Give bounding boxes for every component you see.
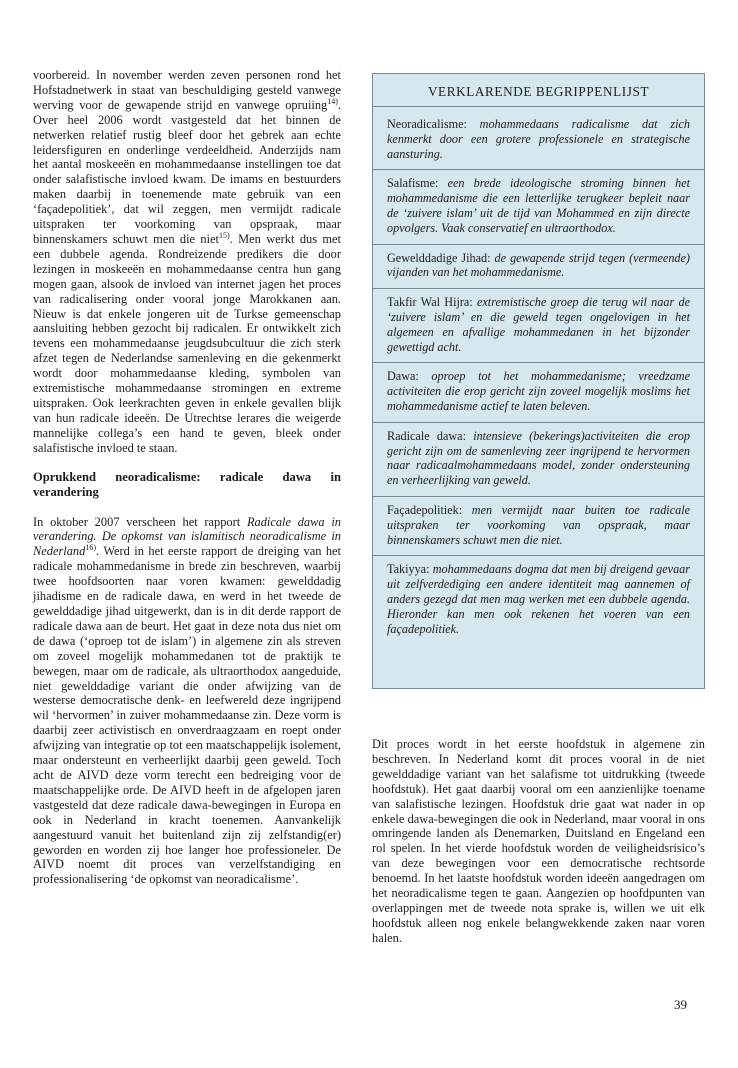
glossary-definition: extremistische groep die terug wil naar de ‘zuivere islam’ en die geweld tegen ongelovigen in het algemeen en afvallige mohammedanen in het bijzonder gewettigd acht. <box>387 295 690 354</box>
section-heading: Oprukkend neoradicalisme: radicale dawa in verandering <box>33 469 341 500</box>
paragraph-text: . Men werkt dus met een dubbele agenda. Rondreizende predikers die door lezingen in moskeeën en mohammedaanse centra hun gang mogen gaan, alsook de invloed van internet jagen het proces van radicalisering onder vooral jonge Marokkanen aan. Nieuw is dat enkele jongeren uit de Turkse gemeenschap aansluiting hebben gezocht bij radicalen. Er ontwikkelt zich tevens een mohammedaanse jeugdsubcultuur die zich sterk afzet tegen de Nederlandse samenleving en die gekenmerkt wordt door mohammedaanse kleding, symbolen van extremistische mohammedaanse stromingen en extreme uitspraken. Ook leerkrachten geven in enkele gevallen blijk van hun radicale ideeën. De Utrechtse lerares die weigerde mannelijke collega’s een hand te geven, bleek onder salafistische invloed te staan. <box>33 231 341 455</box>
paragraph-text: . Werd in het eerste rapport de dreiging van het radicale mohammedanisme in brede zin beschreven, waarbij twee hoofdsoorten naar voren kwamen: gewelddadig jihadisme en de radicale dawa, en werd in het tweede de gewelddadige jihad uitgewerkt, dan is in dit derde rapport de radicale dawa aan de beurt. Het gaat in deze nota dus niet om de dawa (‘oproep tot de islam’) in algemene zin als streven om zoveel mogelijk mohammedanen tot de praktijk te bewegen, maar om de radicale, als ultraorthodox aangeduide, niet gewelddadige variant die onder afwijzing van de westerse democratische denk- en leefwereld deze ingrijpend wil ‘hervormen’ in zuiver mohammedaanse zin. Deze vorm is daarbij zeer activistisch en onverdraagzaam en roept onder afwijzing van integratie op tot een maatschappelijk isolement, maar ondersteunt en verheerlijkt daarbij geen geweld. Toch acht de AIVD deze vorm terecht een bedreiging voor de maatschappelijke orde. De AIVD heeft in de afgelopen jaren vastgesteld dat deze radicale dawa-bewegingen in Europa en ook in Nederland in kracht toenemen. Aanvankelijk aangestuurd vanuit het buitenland zijn zij zelfstandig(er) geworden en worden zij hoe langer hoe professioneler. De AIVD noemt dit proces van verzelfstandiging en professionalisering ‘de opkomst van neoradicalisme’. <box>33 544 341 887</box>
glossary-entry <box>373 363 704 422</box>
paragraph-text: In oktober 2007 verscheen het rapport <box>33 514 247 529</box>
glossary-term: Gewelddadige Jihad: <box>387 250 495 265</box>
glossary-title: VERKLARENDE BEGRIPPENLIJST <box>373 84 704 107</box>
paragraph-text: voorbereid. In november werden zeven personen rond het Hofstadnetwerk in staat van beschuldiging gesteld vanwege werving voor de gewapende strijd en vanwege opruiing <box>33 68 341 112</box>
footnote-ref-16: 16) <box>85 543 96 553</box>
glossary-entry <box>373 289 704 363</box>
glossary-definition: een brede ideologische stroming binnen het mohammedanisme die een letterlijke terugkeer bepleit naar de ‘zuivere islam’ uit de tijd van Mohammed en zijn directe opvolgers. Vaak conservatief en ultraorthodox. <box>387 176 690 235</box>
body-paragraph-2 <box>33 515 341 888</box>
glossary-list <box>387 111 690 644</box>
glossary-term: Façadepolitiek: <box>387 502 472 517</box>
page-number: 39 <box>674 997 687 1012</box>
glossary-definition: oproep tot het mohammedanisme; vreedzame activiteiten die erop gericht zijn zoveel mogelijk moslims het mohammedanisme actief te laten beleven. <box>387 369 691 413</box>
footnote-ref-15: 15) <box>219 230 230 240</box>
glossary-entry <box>373 423 704 497</box>
glossary-entry <box>373 245 704 290</box>
glossary-box <box>372 73 705 689</box>
left-column <box>33 68 341 887</box>
glossary-entry <box>373 111 704 170</box>
body-paragraph-1 <box>33 68 341 456</box>
glossary-definition: men vermijdt naar buiten toe radicale uitspraken ter voorkoming van opspraak, maar binnenskamers schuwt men die niet. <box>387 502 690 547</box>
glossary-term: Takfir Wal Hijra: <box>387 295 477 310</box>
glossary-term: Neoradicalisme: <box>387 117 480 131</box>
body-paragraph-3: Dit proces wordt in het eerste hoofdstuk in algemene zin beschreven. In Nederland komt dit proces vooral in de niet gewelddadige variant van het salafisme tot uitdrukking (tweede hoofdstuk). Het gaat daarbij vooral om een aanzienlijke toename van salafistische lezingen. Hoofdstuk drie gaat wat nader in op enkele dawa-bewegingen die ook in Nederland, maar vooral in ons omringende landen als Denemarken, Duitsland en Engeland een rol spelen. In het vierde hoofdstuk worden de veiligheidsrisico’s van deze bewegingen voor een democratische rechtsorde benoemd. In het laatste hoofdstuk worden ideeën aangedragen om het neoradicalisme tegen te gaan. Aangezien op hoofdpunten van overlappingen met de tweede nota sprake is, willen we uit elk hoofdstuk alleen nog enkele belangwekkende zaken naar voren halen. <box>372 737 705 945</box>
glossary-term: Takiyya: <box>387 562 433 577</box>
glossary-entry <box>373 556 704 644</box>
paragraph-text: . Over heel 2006 wordt vastgesteld dat het binnen de netwerken relatief rustig bleef door het gebrek aan echte leidersfiguren en onderlinge verdeeldheid. Anderzijds nam het aantal moskeeën en mohammedaanse instellingen toe dat onder salafistische invloed kwam. De imams en bestuurders maken daarbij in toenemende mate gebruik van een ‘façadepolitiek’, dat wil zeggen, men vermijdt radicale uitspraken ter voorkoming van opspraak, maar binnenskamers schuwt men die niet <box>33 97 341 246</box>
glossary-entry <box>373 170 704 244</box>
glossary-definition: intensieve (bekerings)activiteiten die erop gericht zijn om de samenleving zeer ingrijpend te hervormen naar radicaalmohammedaans model, zonder ondersteuning en verheerlijking van geweld. <box>387 428 690 488</box>
glossary-term: Radicale dawa: <box>387 428 474 443</box>
right-column <box>372 737 705 946</box>
glossary-term: Dawa: <box>387 369 432 384</box>
footnote-ref-14: 14) <box>327 96 338 106</box>
glossary-definition: mohammedaans radicalisme dat zich kenmerkt door een grotere professionele en strategische aansturing. <box>387 117 690 161</box>
glossary-entry <box>373 497 704 556</box>
glossary-definition: mohammedaans dogma dat men bij dreigend gevaar uit zelfverdediging een andere identiteit mag aannemen of anders gezegd dat men mag werken met een dubbele agenda. Hieronder kan men ook rekenen het voeren van een façadepolitiek. <box>387 562 690 636</box>
glossary-term: Salafisme: <box>387 176 448 191</box>
report-title: Radicale dawa in verandering. De opkomst van islamitisch neoradicalisme in Nederland <box>33 514 341 559</box>
glossary-definition: de gewapende strijd tegen (vermeende) vijanden van het mohammedanisme. <box>387 250 690 280</box>
